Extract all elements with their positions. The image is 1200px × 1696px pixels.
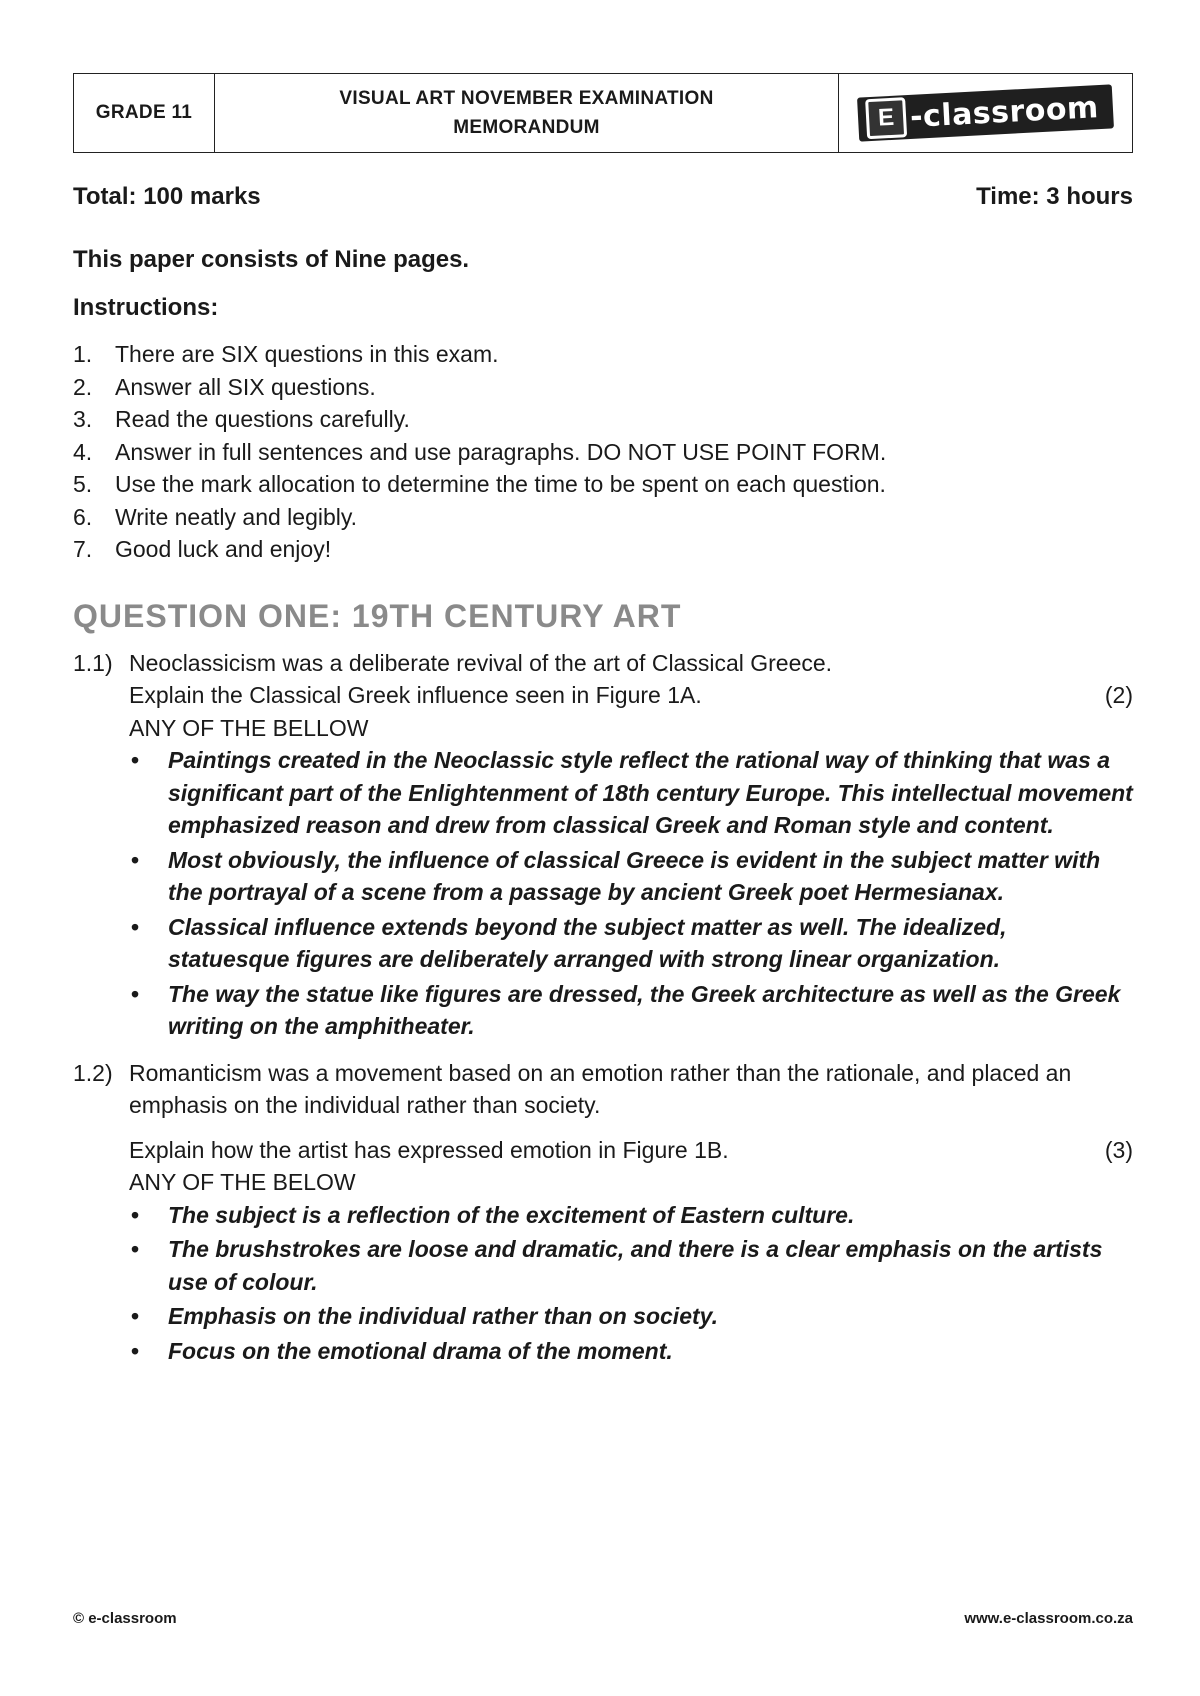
answer-text: The brushstrokes are loose and dramatic, and there is a clear emphasis on the artists use of colour. <box>168 1236 1103 1295</box>
question-number: 1.1) <box>73 649 113 676</box>
instruction-number: 1. <box>73 341 93 367</box>
answer-text: Most obviously, the influence of classical Greece is evident in the subject matter with the portrayal of a scene from a passage by ancient Greek poet Hermesianax. <box>168 846 1101 905</box>
instruction-text: Write neatly and legibly. <box>115 503 358 530</box>
instruction-item <box>73 338 1133 371</box>
logo-mark: E <box>865 97 907 139</box>
question-prompt-row <box>129 1134 1133 1167</box>
answer-item <box>129 911 1133 976</box>
question-prompt-row <box>129 679 1133 712</box>
question-1-2 <box>73 1057 1133 1370</box>
mark-allocation: (2) <box>1104 682 1133 708</box>
instruction-text: Answer all SIX questions. <box>115 373 376 400</box>
question-text: Romanticism was a movement based on an emotion rather than the rationale, and placed an emphasis on the individual rather than society. <box>129 1059 1072 1118</box>
answer-text: Paintings created in the Neoclassic style reflect the rational way of thinking that was a significant part of the Enlightenment of 18th century Europe. This intellectual movement emphasized reason and drew from classical Greek and Roman style and content. <box>168 747 1133 838</box>
instruction-item <box>73 468 1133 501</box>
answer-item <box>129 1335 1133 1368</box>
instruction-number: 6. <box>73 503 93 530</box>
answer-text: Focus on the emotional drama of the moment. <box>168 1337 673 1364</box>
answer-text: Emphasis on the individual rather than on society. <box>168 1303 718 1329</box>
instruction-item <box>73 501 1133 534</box>
header-table <box>73 73 1133 153</box>
copyright-text: © e-classroom <box>73 1610 177 1627</box>
question-prompt: Explain the Classical Greek influence seen in Figure 1A. <box>129 682 702 708</box>
answer-item <box>129 1233 1133 1298</box>
instruction-item <box>73 371 1133 404</box>
question-number: 1.2) <box>73 1059 113 1086</box>
instruction-text: Answer in full sentences and use paragraphs. DO NOT USE POINT FORM. <box>115 438 887 465</box>
exam-title-cell <box>215 74 839 152</box>
question-1-1 <box>73 647 1133 1045</box>
question-prompt: Explain how the artist has expressed emotion in Figure 1B. <box>129 1136 729 1163</box>
instruction-text: Good luck and enjoy! <box>115 536 332 562</box>
grade-cell: GRADE 11 <box>74 74 215 152</box>
any-of-below-label: ANY OF THE BELLOW <box>129 714 369 741</box>
question-body <box>129 1057 1133 1370</box>
paper-info: This paper consists of Nine pages. <box>73 246 470 273</box>
mark-allocation: (3) <box>1104 1136 1133 1163</box>
answer-text: The subject is a reflection of the excitement of Eastern culture. <box>168 1201 855 1228</box>
any-of-below-label: ANY OF THE BELOW <box>129 1169 356 1195</box>
bullet-icon: • <box>131 846 140 873</box>
instruction-number: 5. <box>73 471 93 497</box>
instructions-heading: Instructions: <box>73 294 219 321</box>
bullet-icon: • <box>131 980 140 1007</box>
bullet-icon: • <box>131 1303 140 1329</box>
bullet-icon: • <box>131 1236 140 1262</box>
exam-page <box>73 73 1133 1369</box>
instruction-number: 3. <box>73 406 93 432</box>
bullet-icon: • <box>131 1201 140 1228</box>
logo-cell <box>839 74 1132 152</box>
instruction-number: 4. <box>73 438 93 465</box>
total-marks: Total: 100 marks <box>73 183 261 210</box>
instruction-text: Use the mark allocation to determine the time to be spent on each question. <box>115 471 886 497</box>
bullet-icon: • <box>131 747 140 773</box>
instruction-item <box>73 436 1133 469</box>
instruction-text: Read the questions carefully. <box>115 406 410 432</box>
instructions-list <box>73 338 1133 566</box>
meta-row <box>73 183 1133 211</box>
answer-list <box>129 1199 1133 1368</box>
instruction-text: There are SIX questions in this exam. <box>115 341 499 367</box>
instruction-number: 2. <box>73 373 93 400</box>
instruction-item <box>73 533 1133 566</box>
instruction-item <box>73 403 1133 436</box>
answer-item <box>129 844 1133 909</box>
answer-list <box>129 744 1133 1043</box>
website-url: www.e-classroom.co.za <box>964 1610 1133 1627</box>
question-one-heading: QUESTION ONE: 19TH CENTURY ART <box>73 597 682 634</box>
answer-item <box>129 978 1133 1043</box>
question-body <box>129 647 1133 1045</box>
question-text: Neoclassicism was a deliberate revival of the art of Classical Greece. <box>129 649 833 676</box>
logo-text: -classroom <box>909 89 1100 135</box>
exam-time: Time: 3 hours <box>976 183 1133 210</box>
bullet-icon: • <box>131 1337 140 1364</box>
instruction-number: 7. <box>73 536 93 562</box>
answer-item <box>129 744 1133 842</box>
answer-item <box>129 1199 1133 1232</box>
exam-title-line2: MEMORANDUM <box>453 117 600 138</box>
answer-item <box>129 1300 1133 1333</box>
e-classroom-logo <box>857 84 1114 141</box>
exam-title-line1: VISUAL ART NOVEMBER EXAMINATION <box>339 88 714 109</box>
answer-text: The way the statue like figures are dressed, the Greek architecture as well as the Greek writing on the amphitheater. <box>168 980 1121 1039</box>
bullet-icon: • <box>131 913 140 940</box>
answer-text: Classical influence extends beyond the subject matter as well. The idealized, statuesque figures are deliberately arranged with strong linear organization. <box>168 913 1007 972</box>
page-footer <box>73 1610 1133 1627</box>
